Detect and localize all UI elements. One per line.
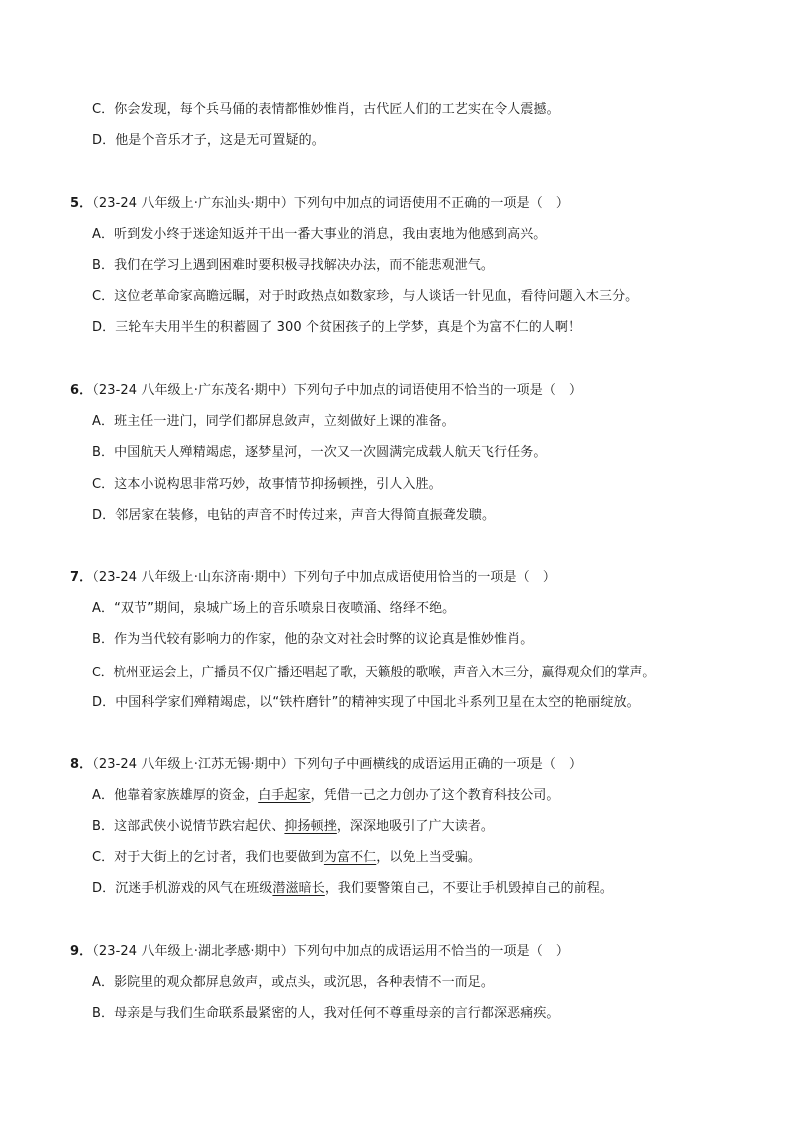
q6-number: 6． bbox=[70, 383, 93, 398]
q8-c-post: ，以免上当受骗。 bbox=[376, 850, 482, 865]
q5-stem-text: （23-24 八年级上·广东汕头·期中）下列句中加点的词语使用不正确的一项是（ ） bbox=[92, 196, 570, 211]
q8-option-d bbox=[92, 880, 613, 898]
q5-option-b: B．我们在学习上遇到困难时要积极寻找解决办法，而不能悲观泄气。 bbox=[92, 258, 495, 273]
q6-option-d: D．邻居家在装修，电钻的声音不时传过来，声音大得简直振聋发聩。 bbox=[92, 508, 496, 523]
q8-d-pre: D．沉迷手机游戏的风气在班级 bbox=[92, 881, 273, 896]
q8-option-b bbox=[92, 818, 494, 836]
q9-option-b: B．母亲是与我们生命联系最紧密的人，我对任何不尊重母亲的言行都深恶痛疾。 bbox=[92, 1006, 560, 1021]
q8-a-post: ，凭借一己之力创办了这个教育科技公司。 bbox=[310, 788, 560, 803]
q8-stem bbox=[70, 756, 582, 774]
q8-b-post: ，深深地吸引了广大读者。 bbox=[336, 819, 495, 834]
q8-number: 8． bbox=[70, 757, 93, 772]
q9-number: 9． bbox=[70, 944, 93, 959]
q6-stem bbox=[70, 382, 582, 400]
q6-option-a: A．班主任一进门，同学们都屏息敛声，立刻做好上课的准备。 bbox=[92, 414, 455, 429]
q8-a-pre: A．他靠着家族雄厚的资金， bbox=[92, 788, 259, 803]
q7-option-a: A．“双节”期间，泉城广场上的音乐喷泉日夜喷涌、络绎不绝。 bbox=[92, 601, 456, 616]
q8-d-post: ，我们要警策自己，不要让手机毁掉自己的前程。 bbox=[324, 881, 614, 896]
q5-option-a: A．听到发小终于迷途知返并干出一番大事业的消息，我由衷地为他感到高兴。 bbox=[92, 227, 547, 242]
q7-number: 7． bbox=[70, 570, 93, 585]
q6-option-c: C．这本小说构思非常巧妙，故事情节抑扬顿挫，引人入胜。 bbox=[92, 477, 442, 492]
q7-stem-text: （23-24 八年级上·山东济南·期中）下列句子中加点成语使用恰当的一项是（ ） bbox=[92, 570, 556, 585]
q8-b-pre: B．这部武侠小说情节跌宕起伏、 bbox=[92, 819, 285, 834]
q5-option-d: D．三轮车夫用半生的积蓄圆了 300 个贫困孩子的上学梦，真是个为富不仁的人啊！ bbox=[92, 320, 582, 335]
q4-option-c: C．你会发现，每个兵马俑的表情都惟妙惟肖，古代匠人们的工艺实在令人震撼。 bbox=[92, 102, 560, 117]
q7-option-b: B．作为当代较有影响力的作家，他的杂文对社会时弊的议论真是惟妙惟肖。 bbox=[92, 632, 534, 647]
q7-option-c: C．杭州亚运会上，广播员不仅广播还唱起了歌，天籁般的歌喉，声音入木三分，赢得观众们的掌声。 bbox=[92, 664, 655, 679]
q9-option-a: A．影院里的观众都屏息敛声，或点头，或沉思，各种表情不一而足。 bbox=[92, 975, 494, 990]
q8-stem-text: （23-24 八年级上·江苏无锡·期中）下列句子中画横线的成语运用正确的一项是（ ） bbox=[92, 757, 583, 772]
q8-b-underlined-idiom: 抑扬顿挫 bbox=[284, 819, 337, 834]
q9-stem bbox=[70, 943, 569, 961]
q5-number: 5． bbox=[70, 196, 93, 211]
q8-option-c bbox=[92, 849, 481, 867]
q8-a-underlined-idiom: 白手起家 bbox=[258, 788, 311, 803]
q8-option-a bbox=[92, 787, 560, 805]
q4-option-d: D．他是个音乐才子，这是无可置疑的。 bbox=[92, 133, 325, 148]
q6-stem-text: （23-24 八年级上·广东茂名·期中）下列句子中加点的词语使用不恰当的一项是（ ） bbox=[92, 383, 583, 398]
q8-d-underlined-idiom: 潜滋暗长 bbox=[272, 881, 325, 896]
q9-stem-text: （23-24 八年级上·湖北孝感·期中）下列句中加点的成语运用不恰当的一项是（ ） bbox=[92, 944, 570, 959]
q7-stem bbox=[70, 569, 556, 587]
q5-stem bbox=[70, 195, 569, 213]
q8-c-underlined-idiom: 为富不仁 bbox=[323, 850, 377, 865]
q6-option-b: B．中国航天人殚精竭虑，逐梦星河，一次又一次圆满完成载人航天飞行任务。 bbox=[92, 445, 547, 460]
q7-option-d: D．中国科学家们殚精竭虑，以“铁杵磨针”的精神实现了中国北斗系列卫星在太空的艳丽绽放。 bbox=[92, 695, 640, 710]
q8-c-pre: C．对于大街上的乞讨者，我们也要做到 bbox=[92, 850, 324, 865]
q5-option-c: C．这位老革命家高瞻远瞩，对于时政热点如数家珍，与人谈话一针见血，看待问题入木三分。 bbox=[92, 289, 639, 304]
